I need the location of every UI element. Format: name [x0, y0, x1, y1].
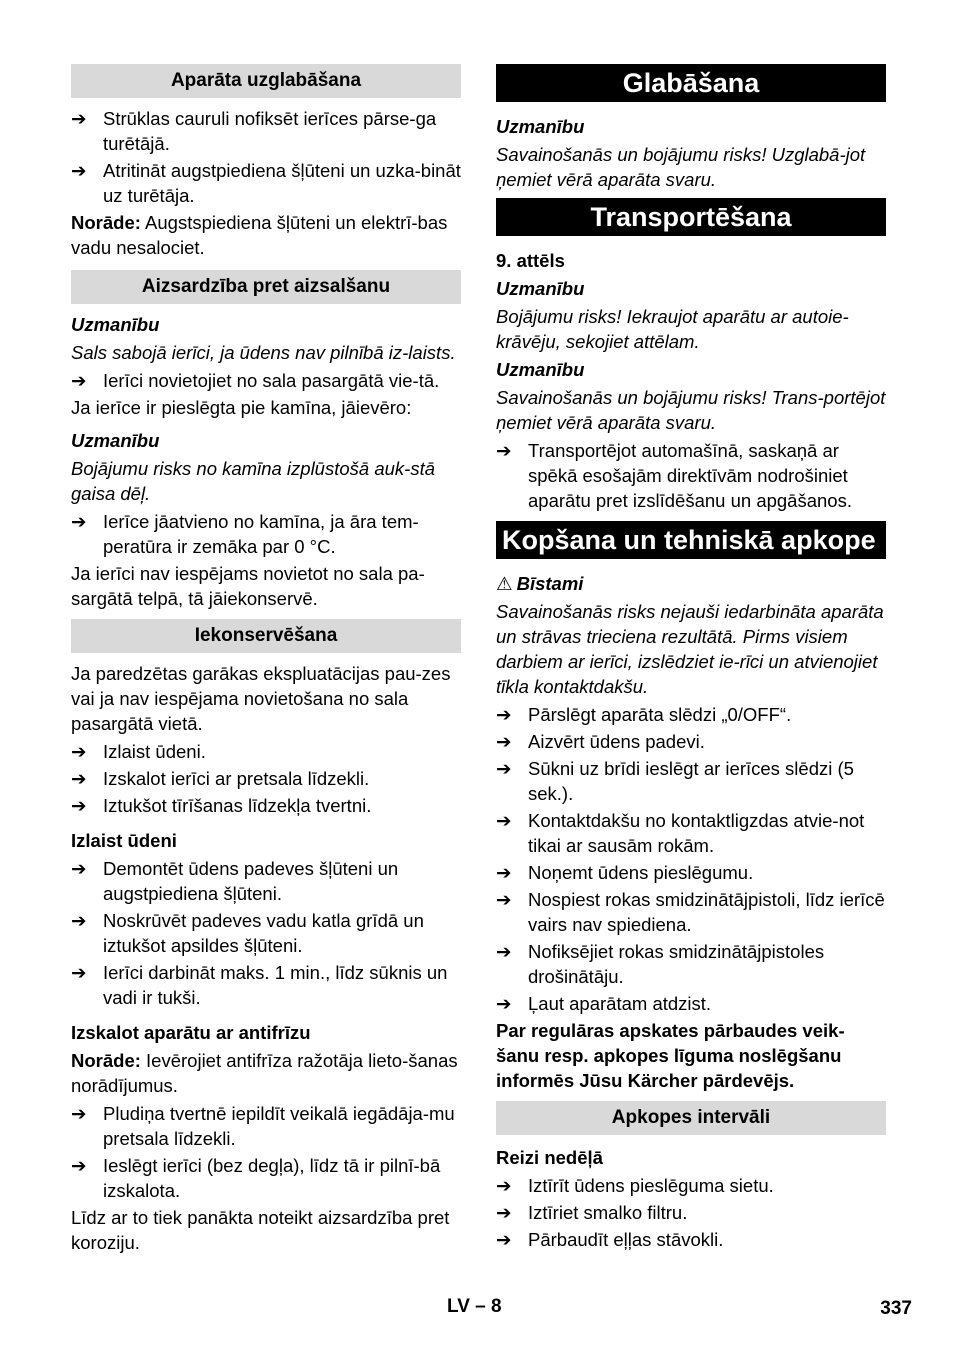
- arrow-icon: ➔: [496, 862, 512, 883]
- caution-text: Bojājumu risks no kamīna izplūstošā auk-stā gaisa dēļ.: [71, 458, 435, 504]
- caution-text: Bojājumu risks! Iekraujot aparātu ar autoie-krāvēju, sekojiet attēlam.: [496, 306, 849, 352]
- list-item: ➔ Iztīrīt ūdens pieslēguma sietu.: [496, 1175, 774, 1196]
- list-item: ➔ Pārslēgt aparāta slēdzi „0/OFF“.: [496, 704, 792, 725]
- list-item: ➔ Noskrūvēt padeves vadu katla grīdā un iztukšot apsildes šļūteni.: [71, 910, 424, 956]
- arrow-icon: ➔: [496, 993, 512, 1014]
- list-item: ➔ Noņemt ūdens pieslēgumu.: [496, 862, 754, 883]
- arrow-icon: ➔: [496, 704, 512, 725]
- arrow-icon: ➔: [71, 910, 87, 931]
- subheading: Izskalot aparātu ar antifrīzu: [71, 1022, 311, 1043]
- list-item: ➔ Aizvērt ūdens padevi.: [496, 731, 705, 752]
- caution-label: Uzmanību: [496, 278, 585, 299]
- paragraph: Ja paredzētas garākas ekspluatācijas pau-zes vai ja nav iespējama novietošana no sala pasargātā vietā.: [71, 663, 451, 734]
- subheading: Izlaist ūdeni: [71, 830, 177, 851]
- arrow-icon: ➔: [71, 511, 87, 532]
- arrow-icon: ➔: [496, 810, 512, 831]
- list-item: ➔ Pārbaudīt eļļas stāvokli.: [496, 1229, 724, 1250]
- arrow-icon: ➔: [71, 795, 87, 816]
- note: Norāde: Ievērojiet antifrīza ražotāja lieto-šanas norādījumus.: [71, 1050, 458, 1096]
- arrow-icon: ➔: [496, 440, 512, 461]
- list-item: ➔ Ieslēgt ierīci (bez degļa), līdz tā ir pilnī-bā izskalota.: [71, 1155, 441, 1201]
- chapter-heading-transport: Transportēšana: [496, 198, 886, 236]
- chapter-heading-maintenance: Kopšana un tehniskā apkope: [496, 521, 886, 559]
- caution-label: Uzmanību: [496, 359, 585, 380]
- arrow-icon: ➔: [71, 370, 87, 391]
- list-item: ➔ Nospiest rokas smidzinātājpistoli, līdz ierīcē vairs nav spiediena.: [496, 889, 885, 935]
- danger-text: Savainošanās risks nejauši iedarbināta aparāta un strāvas trieciena rezultātā. Pirms visiem darbiem ar ierīci, izslēdziet ie-rīci un atvienojiet tīkla kontaktdakšu.: [496, 601, 884, 697]
- paragraph: Līdz ar to tiek panākta noteikt aizsardzība pret koroziju.: [71, 1207, 450, 1253]
- service-info: Par regulāras apskates pārbaudes veik-šanu resp. apkopes līguma noslēgšanu informēs Jūsu Kärcher pārdevējs.: [496, 1020, 845, 1091]
- caution-text: Sals sabojā ierīci, ja ūdens nav pilnībā iz-laists.: [71, 342, 456, 363]
- arrow-icon: ➔: [71, 768, 87, 789]
- arrow-icon: ➔: [496, 1229, 512, 1250]
- list-item: ➔ Strūklas cauruli nofiksēt ierīces pārse-ga turētājā.: [71, 108, 437, 154]
- list-item: ➔ Ierīci novietojiet no sala pasargātā vie-tā.: [71, 370, 440, 391]
- caution-label: Uzmanību: [496, 116, 585, 137]
- arrow-icon: ➔: [71, 741, 87, 762]
- left-column: [71, 64, 461, 1258]
- arrow-icon: ➔: [71, 962, 87, 983]
- list-item: ➔ Pludiņa tvertnē iepildīt veikalā iegādāja-mu pretsala līdzekli.: [71, 1103, 455, 1149]
- section-heading-storage: Aparāta uzglabāšana: [71, 64, 461, 98]
- list-item: ➔ Ierīci darbināt maks. 1 min., līdz sūknis un vadi ir tukši.: [71, 962, 448, 1008]
- list-item: ➔ Atritināt augstpiediena šļūteni un uzka-bināt uz turētāja.: [71, 160, 461, 206]
- caution-text: Savainošanās un bojājumu risks! Trans-portējot ņemiet vērā aparāta svaru.: [496, 387, 886, 433]
- arrow-icon: ➔: [496, 889, 512, 910]
- paragraph: Ja ierīce ir pieslēgta pie kamīna, jāievēro:: [71, 397, 412, 418]
- list-item: ➔ Transportējot automašīnā, saskaņā ar spēkā esošajām direktīvām nodrošiniet aparātu pret izslīdēšanu un apgāšanos.: [496, 440, 852, 511]
- right-column: [496, 64, 886, 1254]
- chapter-heading-storage: Glabāšana: [496, 64, 886, 102]
- figure-reference: 9. attēls: [496, 250, 565, 271]
- section-heading-frost: Aizsardzība pret aizsalšanu: [71, 270, 461, 304]
- list-item: ➔ Nofiksējiet rokas smidzinātājpistoles drošinātāju.: [496, 941, 825, 987]
- caution-text: Savainošanās un bojājumu risks! Uzglabā-jot ņemiet vērā aparāta svaru.: [496, 144, 866, 190]
- arrow-icon: ➔: [496, 941, 512, 962]
- footer-language-page: LV – 8: [447, 1296, 502, 1317]
- list-item: ➔ Iztukšot tīrīšanas līdzekļa tvertni.: [71, 795, 372, 816]
- list-item: ➔ Ierīce jāatvieno no kamīna, ja āra tem-peratūra ir zemāka par 0 °C.: [71, 511, 419, 557]
- footer-page-number: 337: [880, 1298, 912, 1319]
- warning-triangle-icon: ⚠: [496, 573, 513, 594]
- arrow-icon: ➔: [496, 1175, 512, 1196]
- caution-label: Uzmanību: [71, 430, 160, 451]
- arrow-icon: ➔: [496, 731, 512, 752]
- arrow-icon: ➔: [71, 160, 87, 181]
- arrow-icon: ➔: [496, 758, 512, 779]
- arrow-icon: ➔: [71, 1103, 87, 1124]
- subheading: Reizi nedēļā: [496, 1147, 603, 1168]
- arrow-icon: ➔: [496, 1202, 512, 1223]
- arrow-icon: ➔: [71, 858, 87, 879]
- list-item: ➔ Sūkni uz brīdi ieslēgt ar ierīces slēdzi (5 sek.).: [496, 758, 854, 804]
- list-item: ➔ Demontēt ūdens padeves šļūteni un augstpiediena šļūteni.: [71, 858, 399, 904]
- note: Norāde: Augstspiediena šļūteni un elektrī-bas vadu nesalociet.: [71, 212, 448, 258]
- section-heading-intervals: Apkopes intervāli: [496, 1101, 886, 1135]
- paragraph: Ja ierīci nav iespējams novietot no sala pa-sargātā telpā, tā jāiekonservē.: [71, 563, 425, 609]
- danger-label: ⚠ Bīstami: [496, 573, 584, 594]
- list-item: ➔ Kontaktdakšu no kontaktligzdas atvie-not tikai ar sausām rokām.: [496, 810, 865, 856]
- list-item: ➔ Izlaist ūdeni.: [71, 741, 206, 762]
- list-item: ➔ Iztīriet smalko filtru.: [496, 1202, 688, 1223]
- list-item: ➔ Izskalot ierīci ar pretsala līdzekli.: [71, 768, 370, 789]
- caution-label: Uzmanību: [71, 314, 160, 335]
- arrow-icon: ➔: [71, 1155, 87, 1176]
- list-item: ➔ Ļaut aparātam atdzist.: [496, 993, 712, 1014]
- arrow-icon: ➔: [71, 108, 87, 129]
- section-heading-conservation: Iekonservēšana: [71, 619, 461, 653]
